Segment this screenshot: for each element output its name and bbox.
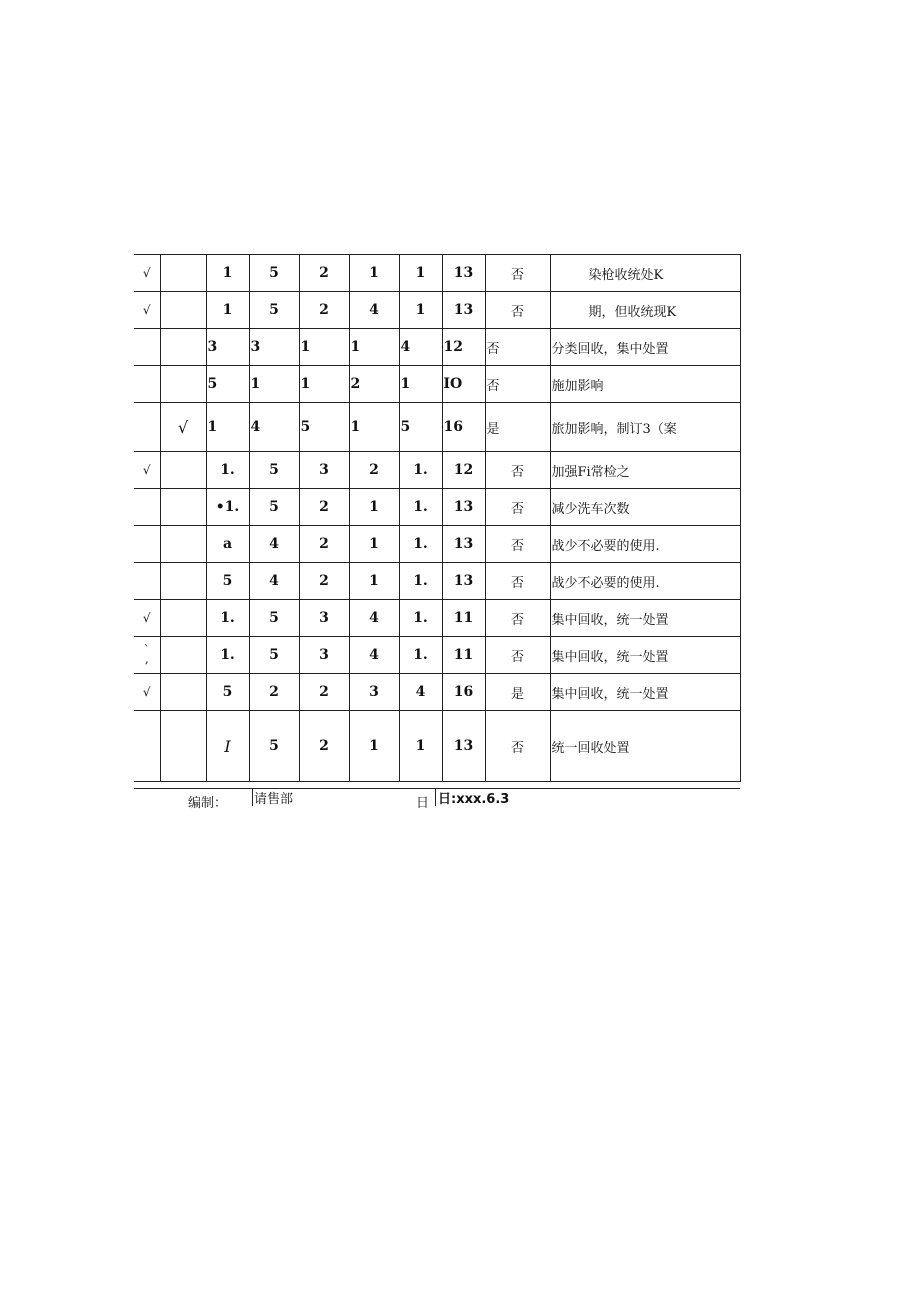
score-cell: 2 bbox=[299, 255, 349, 292]
significant-cell: 否 bbox=[485, 452, 550, 489]
check-cell-2 bbox=[160, 329, 206, 366]
score-cell: 1. bbox=[399, 526, 442, 563]
check-cell: √ bbox=[134, 674, 160, 711]
table-row bbox=[134, 600, 740, 637]
score-cell: 2 bbox=[299, 292, 349, 329]
check-cell-2 bbox=[160, 255, 206, 292]
score-cell: 13 bbox=[442, 489, 485, 526]
score-cell: 5 bbox=[249, 600, 299, 637]
significant-cell: 否 bbox=[485, 563, 550, 600]
score-cell: 1. bbox=[399, 600, 442, 637]
score-cell: 1 bbox=[299, 329, 349, 366]
measure-cell: 统一回收处置 bbox=[550, 711, 740, 782]
measure-cell: 施加影响 bbox=[550, 366, 740, 403]
check-cell: √ bbox=[134, 600, 160, 637]
assessment-table-container bbox=[134, 254, 740, 782]
score-cell: 4 bbox=[349, 637, 399, 674]
measure-cell: 集中回收，统一处置 bbox=[550, 637, 740, 674]
score-cell: 4 bbox=[249, 403, 299, 452]
score-cell: 16 bbox=[442, 403, 485, 452]
measure-cell: 战少不必要的使用. bbox=[550, 526, 740, 563]
score-cell: 3 bbox=[299, 637, 349, 674]
score-cell: 3 bbox=[299, 452, 349, 489]
significant-cell: 否 bbox=[485, 292, 550, 329]
table-row bbox=[134, 526, 740, 563]
score-cell: 5 bbox=[206, 366, 249, 403]
table-row bbox=[134, 366, 740, 403]
score-cell: 1 bbox=[249, 366, 299, 403]
score-cell: 1 bbox=[349, 403, 399, 452]
score-cell: 2 bbox=[299, 526, 349, 563]
table-body bbox=[134, 255, 740, 782]
measure-cell: 集中回收，统一处置 bbox=[550, 600, 740, 637]
score-cell: 5 bbox=[249, 637, 299, 674]
score-cell: 13 bbox=[442, 255, 485, 292]
measure-cell: 集中回收，统一处置 bbox=[550, 674, 740, 711]
score-cell: 4 bbox=[349, 292, 399, 329]
check-cell-2 bbox=[160, 292, 206, 329]
significant-cell: 否 bbox=[485, 711, 550, 782]
score-cell: 11 bbox=[442, 600, 485, 637]
score-cell: 1 bbox=[349, 711, 399, 782]
significant-cell: 否 bbox=[485, 366, 550, 403]
date-label: 日 bbox=[416, 796, 430, 811]
measure-cell: 旅加影响，制订3（案 bbox=[550, 403, 740, 452]
score-cell: 1. bbox=[399, 452, 442, 489]
score-cell: 3 bbox=[349, 674, 399, 711]
significant-cell: 否 bbox=[485, 526, 550, 563]
score-cell: 1 bbox=[299, 366, 349, 403]
check-cell-2 bbox=[160, 637, 206, 674]
score-cell: 4 bbox=[399, 674, 442, 711]
check-cell bbox=[134, 526, 160, 563]
score-cell: 11 bbox=[442, 637, 485, 674]
score-cell: a bbox=[206, 526, 249, 563]
significant-cell: 否 bbox=[485, 329, 550, 366]
check-cell-2 bbox=[160, 452, 206, 489]
table-row bbox=[134, 711, 740, 782]
check-cell bbox=[134, 403, 160, 452]
check-cell: √ bbox=[134, 292, 160, 329]
score-cell: 5 bbox=[249, 292, 299, 329]
score-cell: IO bbox=[442, 366, 485, 403]
check-cell bbox=[134, 329, 160, 366]
score-cell: 2 bbox=[299, 674, 349, 711]
score-cell: 3 bbox=[299, 600, 349, 637]
score-cell: 5 bbox=[206, 563, 249, 600]
check-cell: √ bbox=[134, 255, 160, 292]
compiled-by-label: 编制： bbox=[188, 796, 228, 811]
score-cell: 12 bbox=[442, 329, 485, 366]
score-cell: 1 bbox=[399, 711, 442, 782]
table-row bbox=[134, 563, 740, 600]
check-cell-2 bbox=[160, 366, 206, 403]
table-row bbox=[134, 255, 740, 292]
score-cell: 1 bbox=[349, 329, 399, 366]
date-value: 日:xxx.6.3 bbox=[435, 789, 509, 806]
score-cell: 13 bbox=[442, 292, 485, 329]
score-cell: 1 bbox=[399, 366, 442, 403]
score-cell: 4 bbox=[349, 600, 399, 637]
check-cell-2 bbox=[160, 711, 206, 782]
score-cell: 3 bbox=[249, 329, 299, 366]
score-cell: 2 bbox=[349, 452, 399, 489]
significant-cell: 是 bbox=[485, 403, 550, 452]
score-cell: 1 bbox=[206, 403, 249, 452]
score-cell: 2 bbox=[349, 366, 399, 403]
score-cell: 16 bbox=[442, 674, 485, 711]
score-cell: 13 bbox=[442, 526, 485, 563]
score-cell: 5 bbox=[299, 403, 349, 452]
score-cell: 1 bbox=[349, 563, 399, 600]
score-cell: 5 bbox=[249, 489, 299, 526]
assessment-table bbox=[134, 254, 741, 782]
measure-cell: 分类回收，集中处置 bbox=[550, 329, 740, 366]
significant-cell: 否 bbox=[485, 489, 550, 526]
score-cell: 4 bbox=[249, 526, 299, 563]
score-cell: 12 bbox=[442, 452, 485, 489]
check-cell bbox=[134, 366, 160, 403]
score-cell: 5 bbox=[249, 452, 299, 489]
measure-cell: 染枪收统处K bbox=[550, 255, 740, 292]
score-cell: •1. bbox=[206, 489, 249, 526]
score-cell: 2 bbox=[299, 711, 349, 782]
score-cell: 1 bbox=[399, 292, 442, 329]
table-row bbox=[134, 674, 740, 711]
score-cell: 1 bbox=[349, 526, 399, 563]
score-cell: 5 bbox=[249, 711, 299, 782]
score-cell: 1. bbox=[399, 563, 442, 600]
check-cell-2 bbox=[160, 563, 206, 600]
table-row bbox=[134, 329, 740, 366]
score-cell: 13 bbox=[442, 563, 485, 600]
significant-cell: 否 bbox=[485, 255, 550, 292]
score-cell: 1. bbox=[206, 600, 249, 637]
check-cell-2: √ bbox=[160, 403, 206, 452]
table-row bbox=[134, 452, 740, 489]
score-cell: 2 bbox=[249, 674, 299, 711]
measure-cell: 减少洗车次数 bbox=[550, 489, 740, 526]
check-cell bbox=[134, 563, 160, 600]
score-cell: 5 bbox=[399, 403, 442, 452]
score-cell: 3 bbox=[206, 329, 249, 366]
score-cell: 1. bbox=[206, 637, 249, 674]
check-cell-2 bbox=[160, 674, 206, 711]
check-cell: ` , bbox=[134, 637, 160, 674]
check-cell-2 bbox=[160, 600, 206, 637]
check-cell bbox=[134, 711, 160, 782]
score-cell: 1 bbox=[206, 255, 249, 292]
table-row bbox=[134, 403, 740, 452]
score-cell: 1. bbox=[399, 637, 442, 674]
measure-cell: 加强Fi常检之 bbox=[550, 452, 740, 489]
significant-cell: 否 bbox=[485, 637, 550, 674]
check-cell: √ bbox=[134, 452, 160, 489]
department-value: 请售部 bbox=[252, 789, 293, 806]
measure-cell: 战少不必要的使用. bbox=[550, 563, 740, 600]
score-cell: 1. bbox=[399, 489, 442, 526]
score-cell: 1. bbox=[206, 452, 249, 489]
score-cell: 4 bbox=[399, 329, 442, 366]
score-cell: 1 bbox=[349, 489, 399, 526]
table-row bbox=[134, 489, 740, 526]
score-cell: 1 bbox=[399, 255, 442, 292]
check-cell-2 bbox=[160, 489, 206, 526]
score-cell: 2 bbox=[299, 489, 349, 526]
check-cell-2 bbox=[160, 526, 206, 563]
score-cell: 1 bbox=[349, 255, 399, 292]
table-row bbox=[134, 292, 740, 329]
significant-cell: 否 bbox=[485, 600, 550, 637]
score-cell: 5 bbox=[206, 674, 249, 711]
score-cell: 13 bbox=[442, 711, 485, 782]
table-footer bbox=[134, 788, 740, 811]
score-cell: 2 bbox=[299, 563, 349, 600]
score-cell: I bbox=[206, 711, 249, 782]
measure-cell: 期，但收统现K bbox=[550, 292, 740, 329]
significant-cell: 是 bbox=[485, 674, 550, 711]
check-cell bbox=[134, 489, 160, 526]
score-cell: 5 bbox=[249, 255, 299, 292]
score-cell: 1 bbox=[206, 292, 249, 329]
score-cell: 4 bbox=[249, 563, 299, 600]
table-row bbox=[134, 637, 740, 674]
